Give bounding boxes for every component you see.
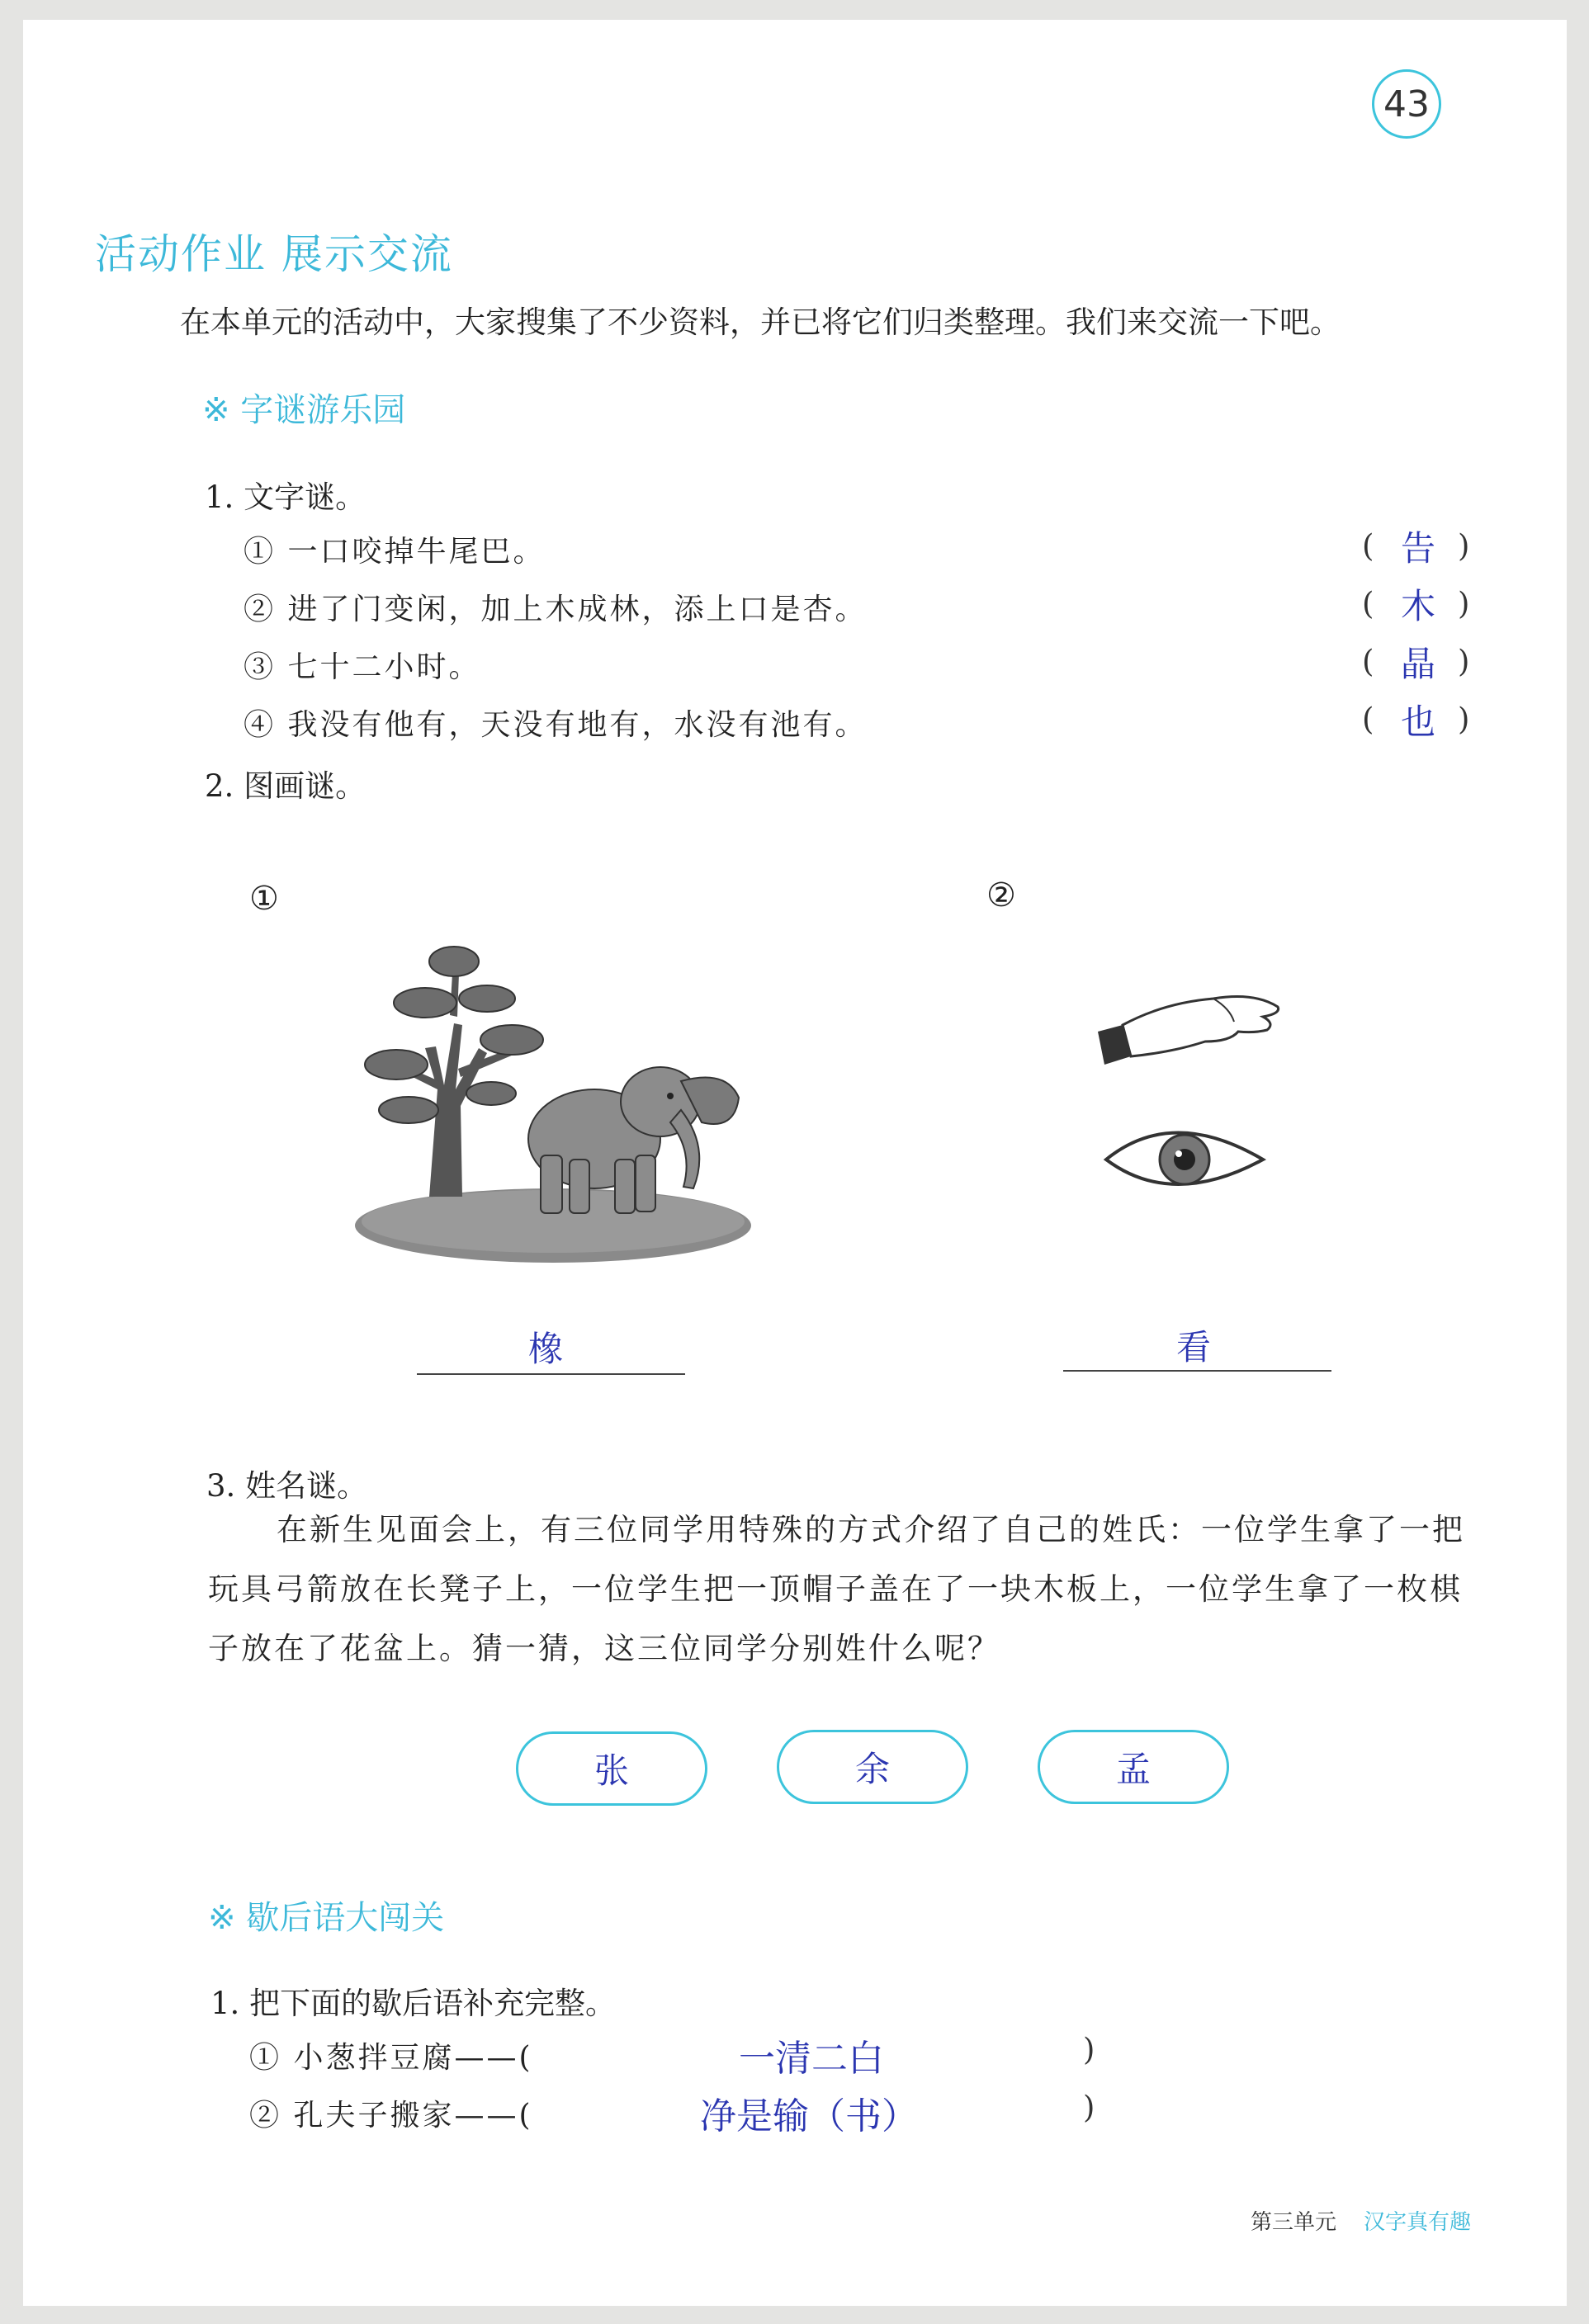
paragraph-line-1: 在新生见面会上，有三位同学用特殊的方式介绍了自己的姓氏：一位学生拿了一把 bbox=[277, 1512, 1465, 1547]
footer-theme: 汉字真有趣 bbox=[1364, 2210, 1472, 2235]
picture-2-marker: ② bbox=[986, 876, 1016, 914]
question-1-label-xiehouyu: 1. 把下面的歇后语补充完整。 bbox=[210, 1986, 617, 2021]
xiehouyu-item-1: ① 小葱拌豆腐——( bbox=[249, 2041, 533, 2075]
riddle-answer-2: 木 bbox=[1400, 586, 1435, 626]
riddle-answer-3: 晶 bbox=[1400, 644, 1435, 684]
paragraph-line-2: 玩具弓箭放在长凳子上，一位学生把一顶帽子盖在了一块木板上，一位学生拿了一枚棋 bbox=[208, 1571, 1463, 1607]
paren-close: ) bbox=[1458, 586, 1470, 621]
paren-close: ) bbox=[1458, 644, 1470, 679]
paren-open: ( bbox=[1362, 586, 1374, 621]
section-heading-xiehouyu: ※ 歇后语大闯关 bbox=[208, 1899, 445, 1937]
hand-eye-illustration bbox=[1090, 974, 1296, 1221]
tree-elephant-illustration bbox=[347, 924, 759, 1271]
picture-2-answer: 看 bbox=[1176, 1327, 1212, 1367]
riddle-item-1: ① 一口咬掉牛尾巴。 bbox=[244, 535, 546, 569]
footer-unit: 第三单元 bbox=[1251, 2210, 1337, 2235]
question-2-label: 2. 图画谜。 bbox=[205, 768, 367, 804]
page-number: 43 bbox=[1372, 69, 1441, 139]
workbook-page bbox=[23, 20, 1567, 2306]
answer-underline bbox=[1063, 1370, 1331, 1372]
question-3-label: 3. 姓名谜。 bbox=[206, 1468, 368, 1504]
xiehouyu-item-2: ② 孔夫子搬家——( bbox=[249, 2099, 533, 2133]
picture-1-answer: 橡 bbox=[528, 1329, 564, 1369]
paren-close: ) bbox=[1083, 2032, 1095, 2067]
paren-close: ) bbox=[1083, 2090, 1095, 2125]
page-title: 活动作业 展示交流 bbox=[95, 230, 453, 278]
intro-text: 在本单元的活动中，大家搜集了不少资料，并已将它们归类整理。我们来交流一下吧。 bbox=[180, 305, 1341, 340]
paren-open: ( bbox=[1362, 644, 1374, 679]
riddle-answer-4: 也 bbox=[1400, 701, 1435, 742]
answer-underline bbox=[417, 1373, 685, 1375]
paren-close: ) bbox=[1458, 528, 1470, 564]
xiehouyu-answer-2: 净是输（书） bbox=[700, 2095, 918, 2137]
paragraph-line-3: 子放在了花盆上。猜一猜，这三位同学分别姓什么呢？ bbox=[208, 1631, 1000, 1666]
riddle-item-3: ③ 七十二小时。 bbox=[244, 650, 481, 684]
riddle-item-2: ② 进了门变闲，加上木成林，添上口是杏。 bbox=[244, 593, 868, 626]
paren-open: ( bbox=[1362, 701, 1374, 737]
xiehouyu-answer-1: 一清二白 bbox=[739, 2038, 884, 2080]
section-heading-riddles: ※ 字谜游乐园 bbox=[202, 391, 406, 429]
question-1-label: 1. 文字谜。 bbox=[205, 479, 367, 515]
surname-answer-1: 张 bbox=[516, 1731, 707, 1806]
riddle-answer-1: 告 bbox=[1400, 528, 1435, 569]
surname-answer-3: 孟 bbox=[1038, 1730, 1229, 1804]
paren-close: ) bbox=[1458, 701, 1470, 737]
surname-answer-2: 余 bbox=[777, 1730, 968, 1804]
picture-1-marker: ① bbox=[249, 880, 279, 918]
paren-open: ( bbox=[1362, 528, 1374, 564]
riddle-item-4: ④ 我没有他有，天没有地有，水没有池有。 bbox=[244, 708, 868, 742]
